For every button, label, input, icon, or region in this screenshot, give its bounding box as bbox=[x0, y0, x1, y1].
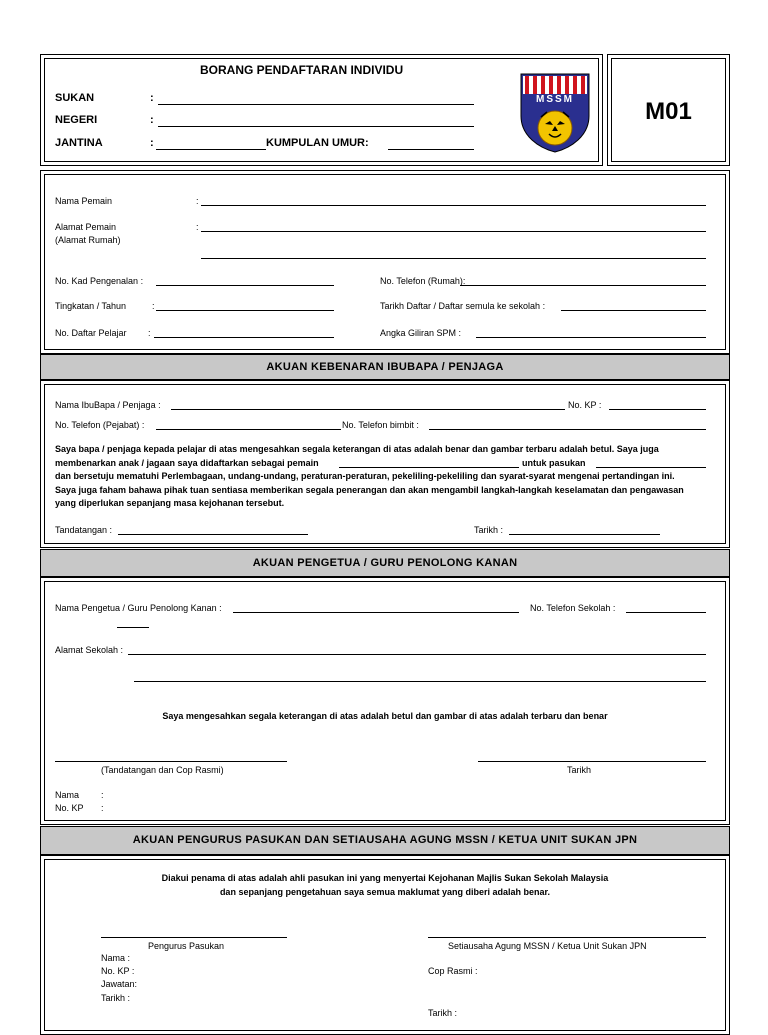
pengetua-nama-label: Nama bbox=[55, 790, 80, 800]
sukan-colon: : bbox=[150, 92, 154, 104]
kad-pengenalan-field[interactable] bbox=[156, 285, 334, 286]
kad-pengenalan-label: No. Kad Pengenalan : bbox=[55, 276, 144, 286]
pengetua-nokp-colon: : bbox=[101, 803, 104, 813]
setiausaha-tarikh-label: Tarikh : bbox=[428, 1008, 458, 1018]
negeri-colon: : bbox=[150, 114, 154, 126]
pemain-sukan-field[interactable] bbox=[339, 467, 519, 468]
pengetua-tarikh-field[interactable] bbox=[478, 761, 706, 762]
ibubapa-tarikh-label: Tarikh : bbox=[474, 525, 504, 535]
ibubapa-decl-line-2b: untuk pasukan bbox=[522, 458, 586, 468]
telefon-rumah-label: No. Telefon (Rumah): bbox=[380, 276, 466, 286]
mssm-shield-icon bbox=[519, 72, 591, 154]
alamat-sekolah-field-1[interactable] bbox=[128, 654, 706, 655]
ibubapa-tarikh-field[interactable] bbox=[509, 534, 660, 535]
sukan-label: SUKAN bbox=[55, 92, 95, 104]
pengetua-tandatangan-label: (Tandatangan dan Cop Rasmi) bbox=[101, 765, 224, 775]
nama-pengetua-field[interactable] bbox=[233, 612, 519, 613]
pengetua-decl: Saya mengesahkan segala keterangan di atas adalah betul dan gambar di atas adalah terbaru dan benar bbox=[162, 711, 608, 721]
tingkatan-colon: : bbox=[152, 301, 155, 311]
pengetua-nama-colon: : bbox=[101, 790, 104, 800]
tel-bimbit-field[interactable] bbox=[429, 429, 706, 430]
alamat-pemain-field-1[interactable] bbox=[201, 231, 706, 232]
nama-pemain-colon: : bbox=[196, 196, 199, 206]
pengurus-nama-label: Nama : bbox=[101, 953, 131, 963]
form-code: M01 bbox=[645, 98, 692, 125]
tel-sekolah-field-cont[interactable] bbox=[117, 627, 149, 628]
pengetua-inner-box bbox=[44, 581, 726, 821]
daftar-pelajar-colon: : bbox=[148, 328, 151, 338]
negeri-label: NEGERI bbox=[55, 114, 98, 126]
mssm-logo bbox=[519, 72, 591, 154]
tel-pejabat-field[interactable] bbox=[156, 429, 341, 430]
kumpulan-umur-label: KUMPULAN UMUR: bbox=[266, 137, 369, 149]
telefon-rumah-field[interactable] bbox=[460, 285, 706, 286]
spm-field[interactable] bbox=[476, 337, 706, 338]
pengetua-nokp-label: No. KP bbox=[55, 803, 84, 813]
pengurus-pasukan-label: Pengurus Pasukan bbox=[148, 941, 225, 951]
setiausaha-signature-field[interactable] bbox=[428, 937, 706, 938]
logo-text: MSSM bbox=[536, 94, 574, 105]
ibubapa-decl-line-5: yang diperlukan sepanjang masa kejohanan tersebut. bbox=[55, 498, 285, 508]
ibubapa-decl-line-2a: membenarkan anak / jagaan saya didaftarkan sebagai pemain bbox=[55, 458, 319, 468]
ibubapa-tandatangan-field[interactable] bbox=[118, 534, 308, 535]
pengurus-decl-line-1: Diakui penama di atas adalah ahli pasukan ini yang menyertai Kejohanan Majlis Sukan Sekolah Malaysia bbox=[161, 873, 609, 883]
alamat-sekolah-field-2[interactable] bbox=[134, 681, 706, 682]
ibubapa-nokp-label: No. KP : bbox=[568, 400, 602, 410]
tel-pejabat-label: No. Telefon (Pejabat) : bbox=[55, 420, 145, 430]
alamat-pemain-colon: : bbox=[196, 222, 199, 232]
tingkatan-field[interactable] bbox=[156, 310, 334, 311]
pengurus-jawatan-label: Jawatan: bbox=[101, 979, 138, 989]
tarikh-daftar-label: Tarikh Daftar / Daftar semula ke sekolah : bbox=[380, 301, 546, 311]
kumpulan-umur-field[interactable] bbox=[388, 149, 474, 150]
form-title: BORANG PENDAFTARAN INDIVIDU bbox=[200, 63, 404, 77]
tel-sekolah-label: No. Telefon Sekolah : bbox=[530, 603, 616, 613]
tel-sekolah-field[interactable] bbox=[626, 612, 706, 613]
pasukan-field[interactable] bbox=[596, 467, 706, 468]
alamat-rumah-label: (Alamat Rumah) bbox=[55, 235, 121, 245]
jantina-field[interactable] bbox=[156, 149, 266, 150]
jantina-colon: : bbox=[150, 137, 154, 149]
daftar-pelajar-field[interactable] bbox=[154, 337, 334, 338]
pengetua-tandatangan-field[interactable] bbox=[55, 761, 287, 762]
setiausaha-label: Setiausaha Agung MSSN / Ketua Unit Sukan JPN bbox=[448, 941, 647, 951]
pengurus-tarikh-label: Tarikh : bbox=[101, 993, 131, 1003]
daftar-pelajar-label: No. Daftar Pelajar bbox=[55, 328, 127, 338]
nama-ibubapa-label: Nama IbuBapa / Penjaga : bbox=[55, 400, 161, 410]
pengurus-nokp-label: No. KP : bbox=[101, 966, 135, 976]
pengurus-decl-line-2: dan sepanjang pengetahuan saya semua maklumat yang diberi adalah benar. bbox=[219, 887, 551, 897]
alamat-pemain-field-2[interactable] bbox=[201, 258, 706, 259]
pengurus-signature-field[interactable] bbox=[101, 937, 287, 938]
nama-pemain-label: Nama Pemain bbox=[55, 196, 113, 206]
pengurus-section-title: AKUAN PENGURUS PASUKAN DAN SETIAUSAHA AGUNG MSSN / KETUA UNIT SUKAN JPN bbox=[40, 826, 730, 855]
alamat-pemain-label: Alamat Pemain bbox=[55, 222, 117, 232]
jantina-label: JANTINA bbox=[55, 137, 103, 149]
pengetua-section-title: AKUAN PENGETUA / GURU PENOLONG KANAN bbox=[40, 549, 730, 577]
ibubapa-decl-line-1: Saya bapa / penjaga kepada pelajar di atas mengesahkan segala keterangan di atas adalah benar dan gambar terbaru adalah betul. Saya juga bbox=[55, 444, 659, 454]
nama-pemain-field[interactable] bbox=[201, 205, 706, 206]
ibubapa-decl-line-4: Saya juga faham bahawa pihak tuan sentiasa memberikan segala penerangan dan akan mengambil langkah-langkah keselamatan dan pengawasan bbox=[55, 485, 684, 495]
ibubapa-section-title: AKUAN KEBENARAN IBUBAPA / PENJAGA bbox=[40, 354, 730, 380]
ibubapa-decl-line-3: dan bersetuju mematuhi Perlembagaan, undang-undang, peraturan-peraturan, pekeliling-pekeliling dan syarat-syarat mengenai pertandingan ini. bbox=[55, 471, 675, 481]
tarikh-daftar-field[interactable] bbox=[561, 310, 706, 311]
alamat-sekolah-label: Alamat Sekolah : bbox=[55, 645, 124, 655]
spm-label: Angka Giliran SPM : bbox=[380, 328, 462, 338]
negeri-field[interactable] bbox=[158, 126, 474, 127]
nama-pengetua-label: Nama Pengetua / Guru Penolong Kanan : bbox=[55, 603, 222, 613]
ibubapa-tandatangan-label: Tandatangan : bbox=[55, 525, 113, 535]
sukan-field[interactable] bbox=[158, 104, 474, 105]
ibubapa-nokp-field[interactable] bbox=[609, 409, 706, 410]
tingkatan-label: Tingkatan / Tahun bbox=[55, 301, 127, 311]
cop-rasmi-label: Cop Rasmi : bbox=[428, 966, 478, 976]
nama-ibubapa-field[interactable] bbox=[171, 409, 565, 410]
tel-bimbit-label: No. Telefon bimbit : bbox=[342, 420, 419, 430]
pengetua-tarikh-label: Tarikh bbox=[567, 765, 592, 775]
pemain-inner-box bbox=[44, 174, 726, 350]
